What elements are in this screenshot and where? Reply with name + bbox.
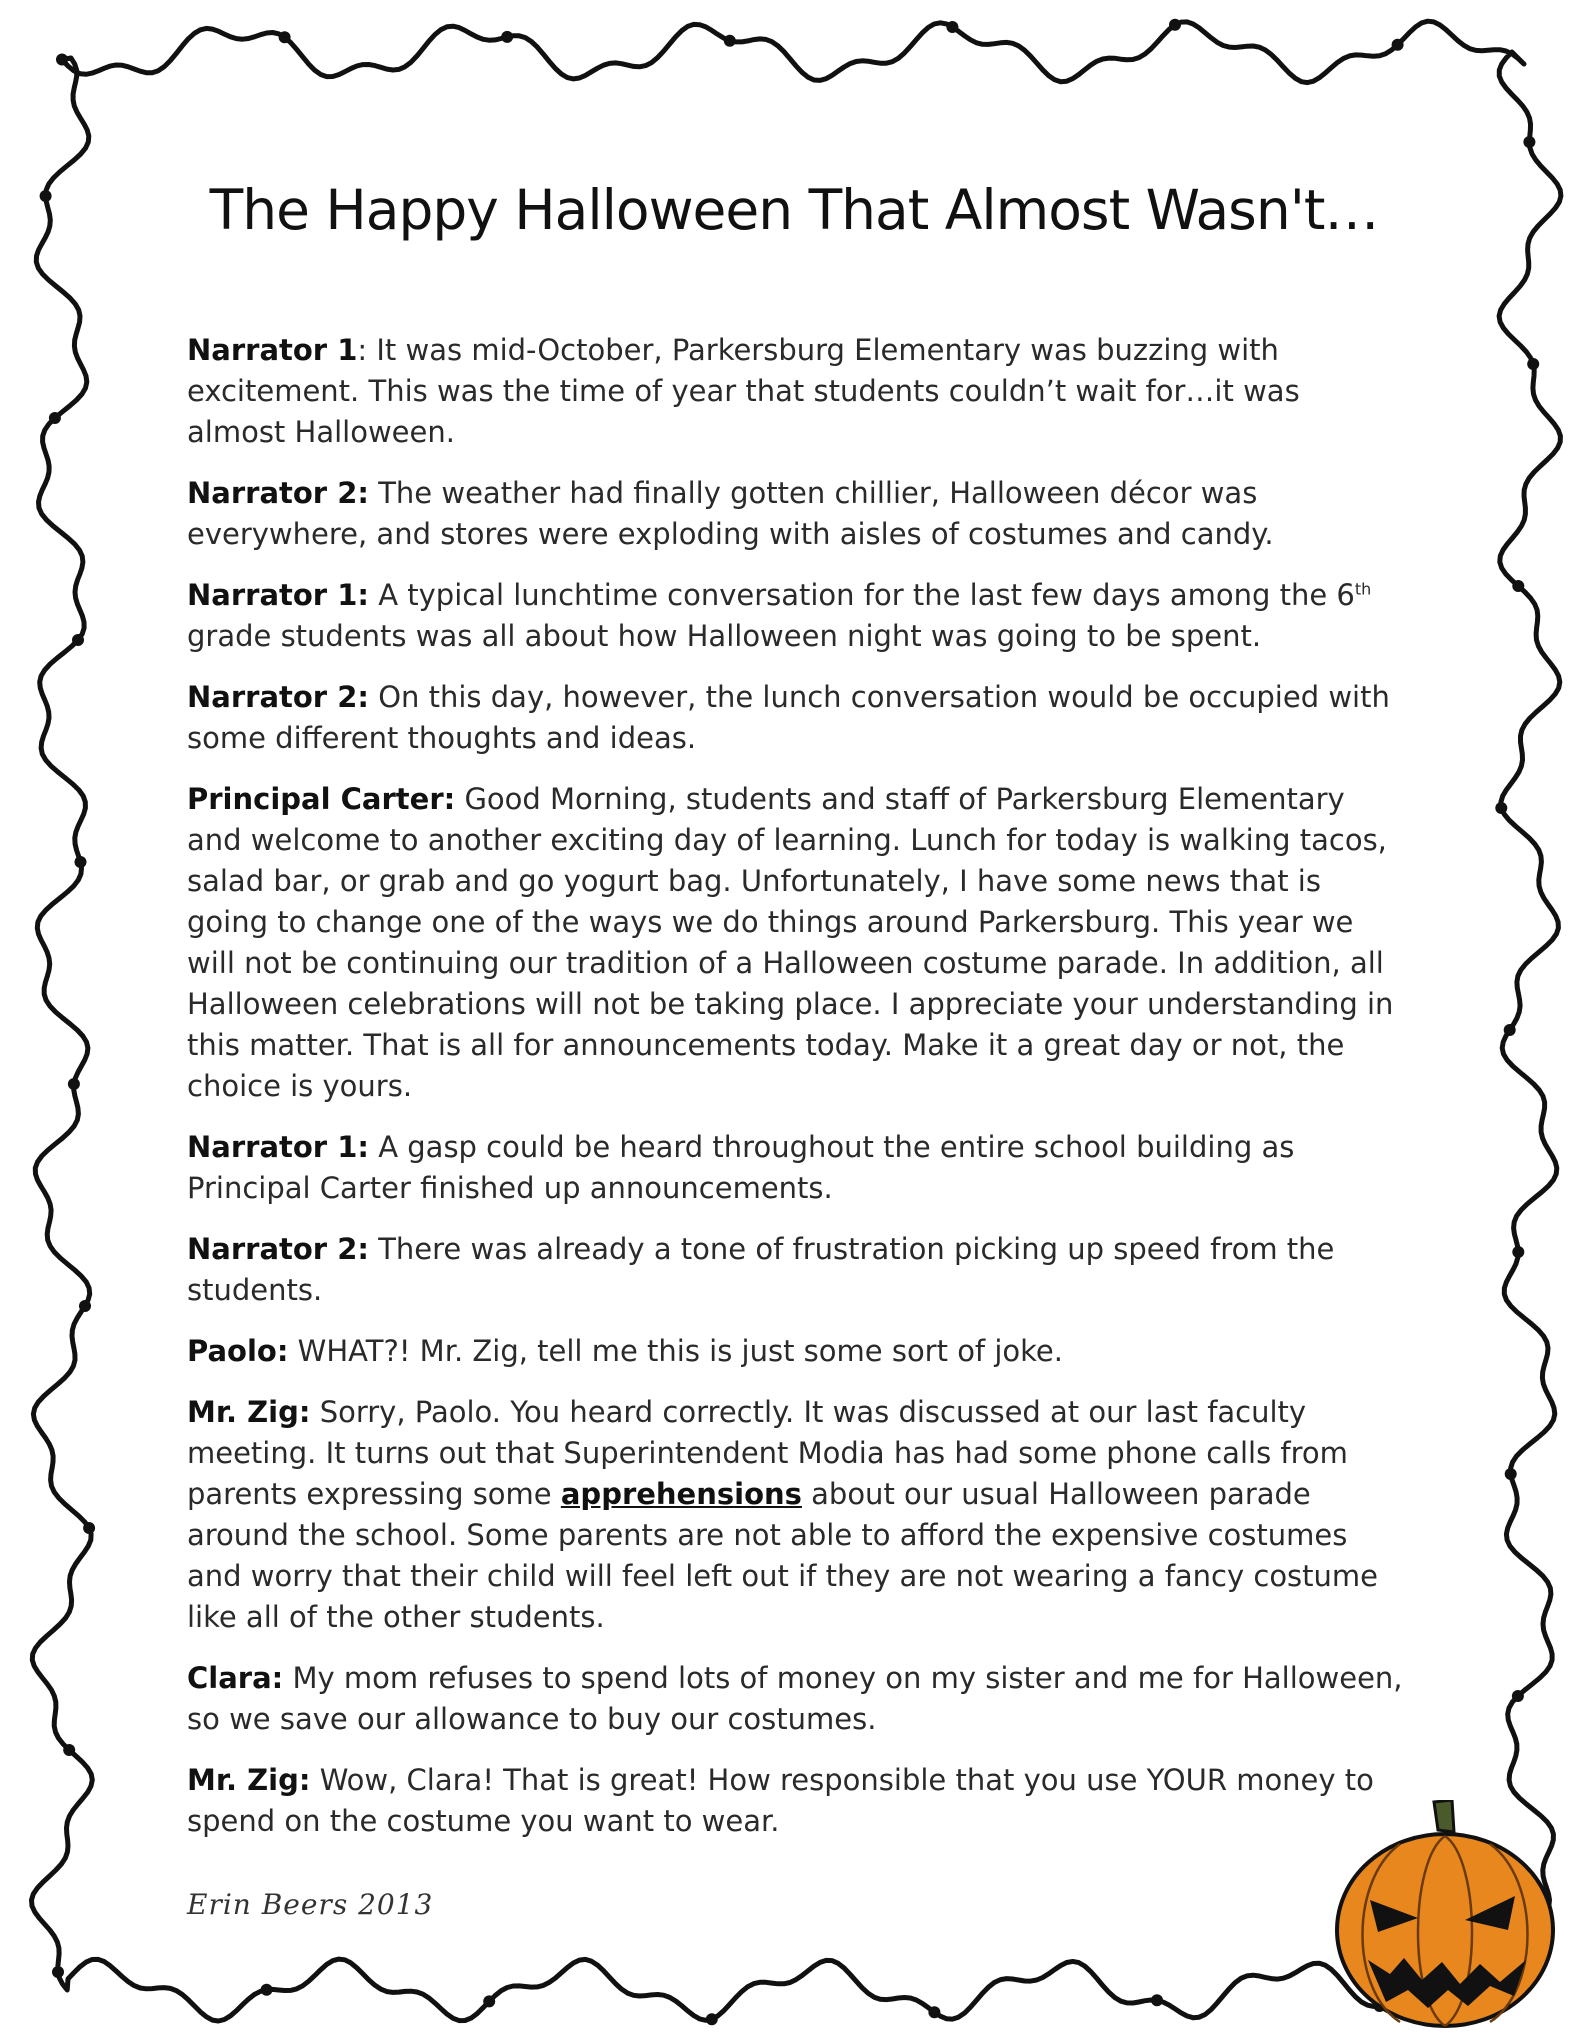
script-line <box>187 1331 1407 1372</box>
dialogue-text: A typical lunchtime conversation for the last few days among the 6 <box>378 578 1355 612</box>
script-line <box>187 1229 1407 1311</box>
light-bulb-dot <box>68 1078 80 1090</box>
script-line <box>187 1760 1407 1842</box>
speaker-name: Mr. Zig: <box>187 1395 311 1429</box>
light-bulb-dot <box>483 1995 495 2007</box>
dialogue-text-continued: grade students was all about how Halloween night was going to be spent. <box>187 619 1262 653</box>
speaker-name: Paolo: <box>187 1334 289 1368</box>
light-bulb-dot <box>724 35 736 47</box>
speaker-name: Clara: <box>187 1661 284 1695</box>
light-bulb-dot <box>1392 39 1404 51</box>
light-bulb-dot <box>706 2013 718 2025</box>
page-title: The Happy Halloween That Almost Wasn't… <box>209 178 1379 242</box>
light-bulb-dot <box>52 1966 64 1978</box>
dialogue-text: Sorry, Paolo. You heard correctly. It was discussed at our last faculty meeting. It turns out that Superintendent Modia has had some phone calls from parents expressing some <box>187 1395 1348 1511</box>
light-bulb-dot <box>83 1522 95 1534</box>
light-bulb-dot <box>928 2006 940 2018</box>
dialogue-text: Good Morning, students and staff of Parkersburg Elementary and welcome to another exciting day of learning. Lunch for today is walking tacos, salad bar, or grab and go yogurt bag. Unfortunately, I have some news that is going to change one of the ways we do things around Parkersburg. This year we will not be continuing our tradition of a Halloween costume parade. In addition, all Halloween celebrations will not be taking place. I appreciate your understanding in this matter. That is all for announcements today. Make it a great day or not, the choice is yours. <box>187 782 1394 1103</box>
dialogue-text: The weather had finally gotten chillier, Halloween décor was everywhere, and stores were exploding with aisles of costumes and candy. <box>187 476 1274 551</box>
light-bulb-dot <box>1169 19 1181 31</box>
dialogue-text: There was already a tone of frustration picking up speed from the students. <box>187 1232 1335 1307</box>
dialogue-text: On this day, however, the lunch conversation would be occupied with some different thoughts and ideas. <box>187 680 1390 755</box>
light-bulb-dot <box>49 412 61 424</box>
light-bulb-dot <box>946 21 958 33</box>
speaker-name: Mr. Zig: <box>187 1763 311 1797</box>
dialogue-text: WHAT?! Mr. Zig, tell me this is just some sort of joke. <box>297 1334 1063 1368</box>
script-line <box>187 473 1407 555</box>
light-bulb-dot <box>1495 802 1507 814</box>
light-bulb-dot <box>1151 1994 1163 2006</box>
light-bulb-dot <box>1512 1690 1524 1702</box>
light-bulb-dot <box>501 31 513 43</box>
dialogue-text: My mom refuses to spend lots of money on my sister and me for Halloween, so we save our allowance to buy our costumes. <box>187 1661 1403 1736</box>
speaker-name: Principal Carter: <box>187 782 456 816</box>
script-line <box>187 1392 1407 1638</box>
light-bulb-dot <box>1504 1024 1516 1036</box>
light-bulb-dot <box>1505 1468 1517 1480</box>
light-bulb-dot <box>1512 580 1524 592</box>
script-line <box>187 575 1407 657</box>
script-line <box>187 779 1407 1107</box>
light-bulb-dot <box>72 634 84 646</box>
light-bulb-dot <box>56 54 68 66</box>
light-bulb-dot <box>1527 358 1539 370</box>
light-bulb-dot <box>279 31 291 43</box>
speaker-name: Narrator 2: <box>187 1232 369 1266</box>
speaker-name: Narrator 2: <box>187 476 369 510</box>
script-body <box>187 330 1407 1862</box>
speaker-name: Narrator 1: <box>187 1130 369 1164</box>
speaker-name: Narrator 1 <box>187 333 358 367</box>
author-signature: Erin Beers 2013 <box>187 1888 434 1921</box>
script-line <box>187 677 1407 759</box>
light-bulb-dot <box>63 1744 75 1756</box>
script-line <box>187 1127 1407 1209</box>
speaker-name: Narrator 1: <box>187 578 369 612</box>
script-line: Narrator 1: It was mid-October, Parkersburg Elementary was buzzing with excitement. This was the time of year that students couldn’t wait for…it was almost Halloween. <box>187 333 1300 449</box>
speaker-name: Narrator 2: <box>187 680 369 714</box>
light-bulb-dot <box>75 856 87 868</box>
ordinal-suffix: th <box>1354 579 1372 599</box>
light-bulb-dot <box>261 1984 273 1996</box>
jack-o-lantern-icon <box>1330 1800 1560 2030</box>
dialogue-text-continued: about our usual Halloween parade around the school. Some parents are not able to afford the expensive costumes and worry that their child will feel left out if they are not wearing a fancy costume like all of the other students. <box>187 1477 1379 1634</box>
script-line <box>187 1658 1407 1740</box>
light-bulb-dot <box>1523 136 1535 148</box>
vocabulary-word: apprehensions <box>560 1477 802 1511</box>
dialogue-text: A gasp could be heard throughout the entire school building as Principal Carter finished up announcements. <box>187 1130 1295 1205</box>
dialogue-text: It was mid-October, Parkersburg Elementary was buzzing with excitement. This was the time of year that students couldn’t wait for…it was almost Halloween. <box>187 333 1300 449</box>
dialogue-text: Wow, Clara! That is great! How responsible that you use YOUR money to spend on the costume you want to wear. <box>187 1763 1374 1838</box>
light-bulb-dot <box>79 1300 91 1312</box>
light-bulb-dot <box>1512 1246 1524 1258</box>
